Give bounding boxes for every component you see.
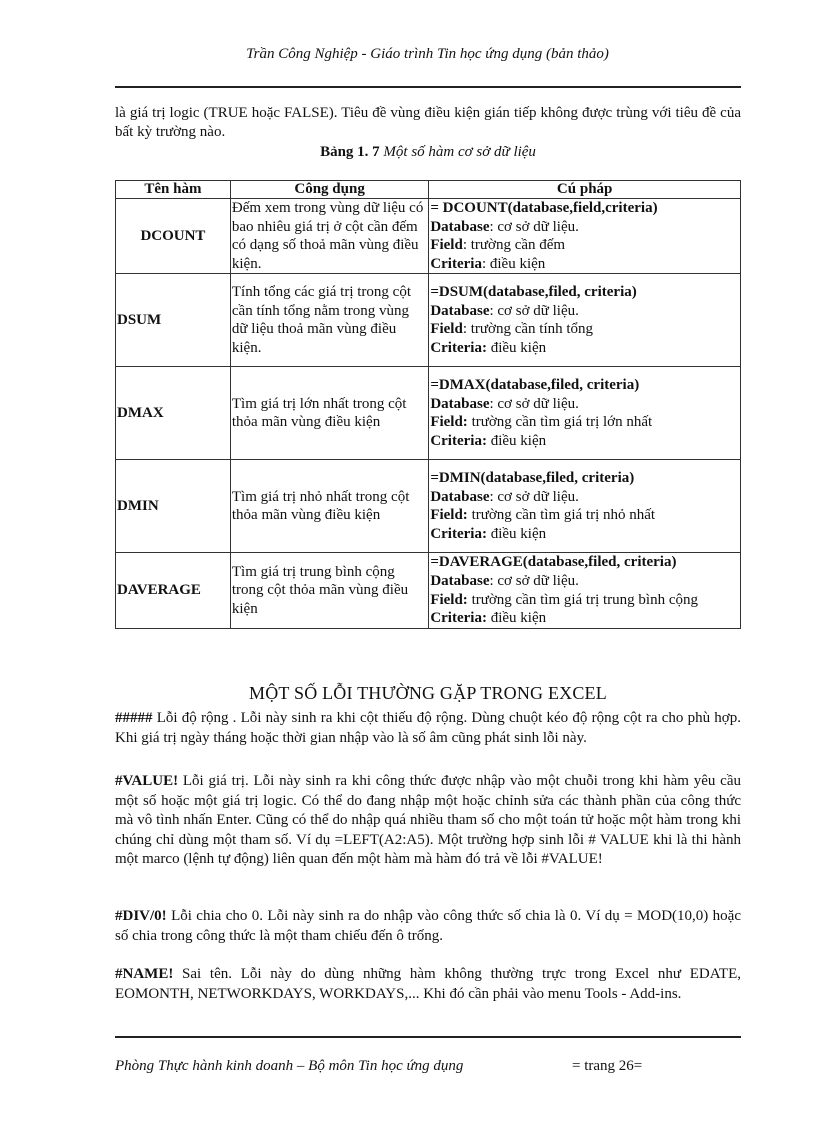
footer-divider	[115, 1036, 741, 1038]
table-caption-label: Bảng 1. 7	[320, 144, 380, 160]
syntax-formula: =DMIN(database,filed, criteria)	[430, 470, 635, 487]
table-row	[116, 274, 741, 367]
syntax-database: Database: cơ sở dữ liệu.	[430, 395, 579, 412]
error-paragraph-width	[115, 709, 741, 748]
syntax-field: Field: trường cần tìm giá trị nhỏ nhất	[430, 507, 656, 524]
error-paragraph-value	[115, 772, 741, 870]
table-header-row	[116, 181, 741, 199]
function-name: DAVERAGE	[116, 553, 231, 628]
function-name: DCOUNT	[116, 199, 231, 274]
error-code: #####	[115, 710, 153, 726]
function-usage: Tìm giá trị lớn nhất trong cột thỏa mãn vùng điều kiện	[230, 367, 428, 460]
syntax-criteria: Criteria: điều kiện	[430, 525, 547, 542]
syntax-criteria: Criteria: điều kiện	[430, 339, 547, 356]
error-description: Lỗi giá trị. Lỗi này sinh ra khi công thức được nhập vào một chuỗi trong khi hàm yêu cầu một số hoặc một giá trị logic. Có thể do đang nhập một hoặc chỉnh sửa các thành phần của công thức mà vô tình nhấn Enter. Cũng có thể do nhập quá nhiều tham số cho một toán tử hoặc một hàm trong khi chúng chỉ dùng một tham số. Ví dụ =LEFT(A2:A5). Một trường hợp sinh lỗi # VALUE khi là thi hành một marco (lệnh tự động) liên quan đến một hàm mà hàm đó trả về lỗi #VALUE!	[115, 773, 741, 867]
syntax-criteria: Criteria: điều kiện	[430, 432, 547, 449]
function-syntax	[429, 460, 741, 553]
function-syntax	[429, 199, 741, 274]
error-paragraph-name	[115, 965, 741, 1004]
function-syntax	[429, 553, 741, 628]
page-header: Trần Công Nghiệp - Giáo trình Tin học ứng dụng (bản thảo)	[246, 46, 609, 62]
syntax-field: Field: trường cần tính tổng	[430, 321, 594, 338]
error-code: #VALUE!	[115, 773, 179, 789]
intro-paragraph: là giá trị logic (TRUE hoặc FALSE). Tiêu đề vùng điều kiện gián tiếp không được trùng với tiêu đề của bất kỳ trường nào.	[115, 105, 741, 140]
syntax-formula: = DCOUNT(database,field,criteria)	[430, 200, 658, 216]
table-caption-text: Một số hàm cơ sở dữ liệu	[383, 144, 536, 160]
function-name: DMAX	[116, 367, 231, 460]
function-syntax	[429, 367, 741, 460]
table-row	[116, 553, 741, 628]
section-title: MỘT SỐ LỖI THƯỜNG GẶP TRONG EXCEL	[249, 683, 607, 703]
function-usage: Tính tổng các giá trị trong cột cần tính tổng nằm trong vùng dữ liệu thoả mãn vùng điều kiện.	[230, 274, 428, 367]
header-usage: Công dụng	[230, 181, 428, 199]
table-row	[116, 367, 741, 460]
table-row	[116, 199, 741, 274]
error-description: Sai tên. Lỗi này do dùng những hàm không thường trực trong Excel như EDATE, EOMONTH, NETWORKDAYS, WORKDAYS,... Khi đó cần phải vào menu Tools - Add-ins.	[115, 966, 741, 1002]
header-function-name: Tên hàm	[116, 181, 231, 199]
error-description: Lỗi độ rộng . Lỗi này sinh ra khi cột thiếu độ rộng. Dùng chuột kéo độ rộng cột ra cho phù hợp. Khi giá trị ngày tháng hoặc thời gian nhập vào là số âm cũng phát sinh lỗi này.	[115, 710, 741, 746]
function-name: DSUM	[116, 274, 231, 367]
footer-department: Phòng Thực hành kinh doanh – Bộ môn Tin học ứng dụng	[115, 1058, 464, 1074]
header-divider	[115, 86, 741, 88]
syntax-formula: =DMAX(database,filed, criteria)	[430, 377, 640, 394]
syntax-field: Field: trường cần đếm	[430, 237, 566, 254]
error-description: Lỗi chia cho 0. Lỗi này sinh ra do nhập vào công thức số chia là 0. Ví dụ = MOD(10,0) hoặc số chia trong công thức là một tham chiếu đến ô trống.	[115, 908, 741, 944]
header-syntax: Cú pháp	[429, 181, 741, 199]
error-code: #DIV/0!	[115, 908, 167, 924]
syntax-database: Database: cơ sở dữ liệu.	[430, 488, 579, 505]
syntax-formula: =DAVERAGE(database,filed, criteria)	[430, 554, 677, 571]
function-usage: Tìm giá trị trung bình cộng trong cột thỏa mãn vùng điều kiện	[230, 553, 428, 628]
syntax-database: Database: cơ sở dữ liệu.	[430, 302, 579, 319]
syntax-formula: =DSUM(database,filed, criteria)	[430, 284, 637, 301]
syntax-criteria: Criteria: điều kiện	[430, 255, 546, 272]
page-number: = trang 26=	[572, 1058, 643, 1074]
syntax-field: Field: trường cần tìm giá trị lớn nhất	[430, 414, 653, 431]
syntax-database: Database: cơ sở dữ liệu.	[430, 218, 579, 235]
database-functions-table	[115, 180, 741, 629]
function-syntax	[429, 274, 741, 367]
function-usage: Tìm giá trị nhỏ nhất trong cột thỏa mãn vùng điều kiện	[230, 460, 428, 553]
syntax-criteria: Criteria: điều kiện	[430, 610, 547, 627]
error-code: #NAME!	[115, 966, 174, 982]
error-paragraph-div0	[115, 907, 741, 946]
table-caption	[115, 144, 741, 161]
syntax-database: Database: cơ sở dữ liệu.	[430, 572, 579, 589]
function-name: DMIN	[116, 460, 231, 553]
table-row	[116, 460, 741, 553]
syntax-field: Field: trường cần tìm giá trị trung bình cộng	[430, 591, 698, 608]
function-usage: Đếm xem trong vùng dữ liệu có bao nhiêu giá trị ở cột cần đếm có dạng số thoả mãn vùng điều kiện.	[230, 199, 428, 274]
